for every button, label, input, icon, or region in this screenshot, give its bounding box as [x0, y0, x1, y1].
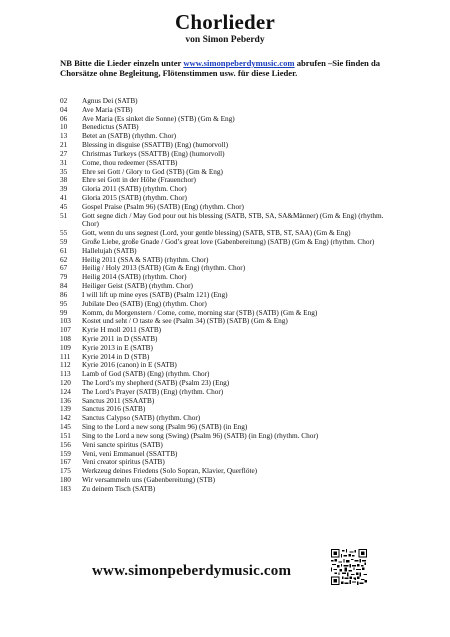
song-item	[60, 441, 390, 450]
song-item	[60, 132, 390, 141]
song-number: 112	[60, 361, 71, 370]
song-title: Gloria 2011 (SATB) (rhythm. Chor)	[82, 185, 187, 194]
song-item	[60, 185, 390, 194]
song-number: 95	[60, 299, 68, 308]
song-title: Kyrie 2011 in D (SSATB)	[82, 334, 158, 343]
song-number: 06	[60, 114, 68, 123]
song-number: 67	[60, 264, 68, 273]
song-title: Ehre sei Gott in der Höhe (Frauenchor)	[82, 176, 196, 185]
song-item	[60, 335, 390, 344]
song-item	[60, 388, 390, 397]
qr-code-icon	[331, 549, 367, 585]
song-item	[60, 405, 390, 414]
song-item	[60, 150, 390, 159]
footer-website[interactable]: www.simonpeberdymusic.com	[92, 563, 292, 579]
song-item	[60, 97, 390, 106]
song-number: 62	[60, 255, 68, 264]
song-number: 84	[60, 282, 68, 291]
song-title: Gloria 2015 (SATB) (rhythm. Chor)	[82, 193, 187, 202]
song-item	[60, 361, 390, 370]
song-number: 167	[60, 458, 71, 467]
song-number: 02	[60, 97, 68, 105]
song-number: 59	[60, 238, 68, 246]
song-number: 124	[60, 387, 71, 396]
song-title: Kyrie H moll 2011 (SATB)	[82, 326, 162, 335]
song-number: 39	[60, 185, 68, 194]
song-item	[60, 309, 390, 318]
song-title: Sanctus 2016 (SATB)	[82, 405, 146, 414]
song-item	[60, 300, 390, 309]
song-title: Ave Maria (STB)	[82, 105, 133, 114]
song-item	[60, 159, 390, 168]
song-item	[60, 291, 390, 300]
song-number: 21	[60, 141, 68, 150]
song-item	[60, 450, 390, 459]
song-number: 145	[60, 423, 71, 432]
song-title: The Lord’s my shepherd (SATB) (Psalm 23) (Eng)	[82, 379, 230, 387]
song-title: Kyrie 2014 in D (STB)	[82, 352, 150, 361]
song-item	[60, 353, 390, 362]
song-number: 142	[60, 414, 71, 423]
song-number: 31	[60, 158, 68, 167]
song-title: Agnus Dei (SATB)	[82, 97, 138, 105]
intro-text-after: abrufen –Sie finden da Chorsätze ohne Begleitung, Flötenstimmen usw. für diese Lieder.	[60, 58, 381, 79]
song-item	[60, 256, 390, 265]
page-title: Chorlieder	[175, 10, 275, 34]
song-number: 183	[60, 484, 71, 493]
song-title: Betet an (SATB) (rhythm. Chor)	[82, 132, 177, 141]
song-number: 04	[60, 105, 68, 114]
song-item	[60, 273, 390, 282]
song-title: Ehre sei Gott / Glory to God (STB) (Gm & Eng)	[82, 167, 223, 176]
song-item	[60, 344, 390, 353]
page-subtitle: von Simon Peberdy	[185, 35, 265, 45]
song-number: 99	[60, 308, 68, 317]
song-item	[60, 423, 390, 432]
song-number: 35	[60, 167, 68, 176]
song-title: The Lord’s Prayer (SATB) (Eng) (rhythm. Chor)	[82, 387, 224, 396]
song-item	[60, 203, 390, 212]
song-item	[60, 485, 390, 494]
intro-text-before: NB Bitte die Lieder einzeln unter	[60, 58, 184, 68]
song-title: Jubilate Deo (SATB) (Eng) (rhythm. Chor)	[82, 299, 207, 308]
intro-note	[60, 58, 396, 79]
song-item	[60, 264, 390, 273]
song-number: 13	[60, 132, 68, 141]
song-item	[60, 476, 390, 485]
song-item	[60, 141, 390, 150]
song-title: Sanctus Calypso (SATB) (rhythm. Chor)	[82, 414, 201, 423]
song-title: Veni sancte spiritus (SATB)	[82, 440, 163, 449]
song-number: 151	[60, 431, 71, 440]
song-title: Lamb of God (SATB) (Eng) (rhythm. Chor)	[82, 370, 210, 379]
song-title: Heiliger Geist (SATB) (rhythm. Chor)	[82, 282, 193, 291]
song-title: Heilig 2011 (SSA & SATB) (rhythm. Chor)	[82, 255, 209, 264]
song-title: Veni creator spiritus (SATB)	[82, 458, 165, 467]
song-number: 107	[60, 326, 71, 335]
song-number: 120	[60, 379, 71, 387]
song-number: 10	[60, 123, 68, 132]
song-title: Kyrie 2016 (canon) in E (SATB)	[82, 361, 177, 370]
song-item	[60, 397, 390, 406]
song-item	[60, 238, 390, 247]
song-title: Benedictus (SATB)	[82, 123, 139, 132]
song-title: Heilig 2014 (SATB) (rhythm. Chor)	[82, 273, 187, 282]
song-title: Kyrie 2013 in E (SATB)	[82, 343, 153, 352]
song-number: 86	[60, 290, 68, 299]
song-title: Gospel Praise (Psalm 96) (SATB) (Eng) (rhythm. Chor)	[82, 202, 244, 211]
song-list	[60, 97, 390, 494]
song-title: Große Liebe, große Gnade / God’s great love (Gabenbereitung) (SATB) (Gm & Eng) (rhythm. Chor)	[82, 238, 375, 246]
song-title: Wir versammeln uns (Gabenbereitung) (STB)	[82, 475, 215, 484]
song-number: 103	[60, 317, 71, 326]
song-title: Christmas Turkeys (SSATTB) (Eng) (humorvoll)	[82, 149, 225, 158]
song-title: Hallelujah (SATB)	[82, 246, 137, 255]
song-title: Come, thou redeemer (SSATTB)	[82, 158, 178, 167]
song-title: Ave Maria (Es sinket die Sonne) (STB) (Gm & Eng)	[82, 114, 235, 123]
song-number: 108	[60, 334, 71, 343]
song-number: 139	[60, 405, 71, 414]
song-item	[60, 467, 390, 476]
song-number: 111	[60, 352, 71, 361]
song-number: 55	[60, 229, 68, 238]
song-item	[60, 123, 390, 132]
song-item	[60, 458, 390, 467]
song-item	[60, 432, 390, 441]
song-item	[60, 229, 390, 238]
song-number: 27	[60, 149, 68, 158]
song-item	[60, 247, 390, 256]
song-item	[60, 414, 390, 423]
song-title: Veni, veni Emmanuel (SSATTB)	[82, 449, 178, 458]
song-title: Sing to the Lord a new song (Swing) (Psalm 96) (SATB) (in Eng) (rhythm. Chor)	[82, 431, 319, 440]
song-number: 159	[60, 449, 71, 458]
song-title: Heilig / Holy 2013 (SATB) (Gm & Eng) (rhythm. Chor)	[82, 264, 246, 273]
song-number: 180	[60, 475, 71, 484]
song-number: 79	[60, 273, 68, 282]
song-title: Gott, wenn du uns segnest (Lord, your gentle blessing) (SATB, STB, ST, SAA) (Gm & Eng)	[82, 229, 351, 238]
website-link[interactable]: www.simonpeberdymusic.com	[183, 58, 295, 68]
song-number: 175	[60, 467, 71, 476]
song-item	[60, 168, 390, 177]
song-title: I will lift up mine eyes (SATB) (Psalm 121) (Eng)	[82, 290, 228, 299]
song-item	[60, 176, 390, 185]
song-number: 61	[60, 246, 68, 255]
song-item	[60, 282, 390, 291]
song-title: Kostet und seht / O taste & see (Psalm 34) (STB) (SATB) (Gm & Eng)	[82, 317, 288, 326]
song-number: 109	[60, 343, 71, 352]
song-item	[60, 106, 390, 115]
song-title: Werkzeug deines Friedens (Solo Sopran, Klavier, Querflöte)	[82, 467, 258, 476]
song-title: Gott segne dich / May God pour out his blessing (SATB, STB, SA, SA&Männer) (Gm & Eng) (rhythm. Chor)	[82, 211, 384, 229]
song-number: 41	[60, 193, 68, 202]
song-number: 45	[60, 202, 68, 211]
song-item	[60, 370, 390, 379]
song-item	[60, 379, 390, 388]
song-number: 156	[60, 440, 71, 449]
song-title: Sanctus 2011 (SSAATB)	[82, 396, 155, 405]
song-title: Sing to the Lord a new song (Psalm 96) (SATB) (in Eng)	[82, 423, 248, 432]
song-title: Komm, du Morgenstern / Come, come, morning star (STB) (SATB) (Gm & Eng)	[82, 308, 318, 317]
song-number: 113	[60, 370, 71, 379]
song-item	[60, 212, 390, 230]
song-number: 51	[60, 211, 68, 220]
song-item	[60, 326, 390, 335]
song-title: Blessing in disguise (SSATTB) (Eng) (humorvoll)	[82, 141, 229, 150]
song-item	[60, 317, 390, 326]
song-number: 136	[60, 396, 71, 405]
song-item	[60, 115, 390, 124]
song-title: Zu deinem Tisch (SATB)	[82, 484, 156, 493]
song-item	[60, 194, 390, 203]
song-number: 38	[60, 176, 68, 185]
